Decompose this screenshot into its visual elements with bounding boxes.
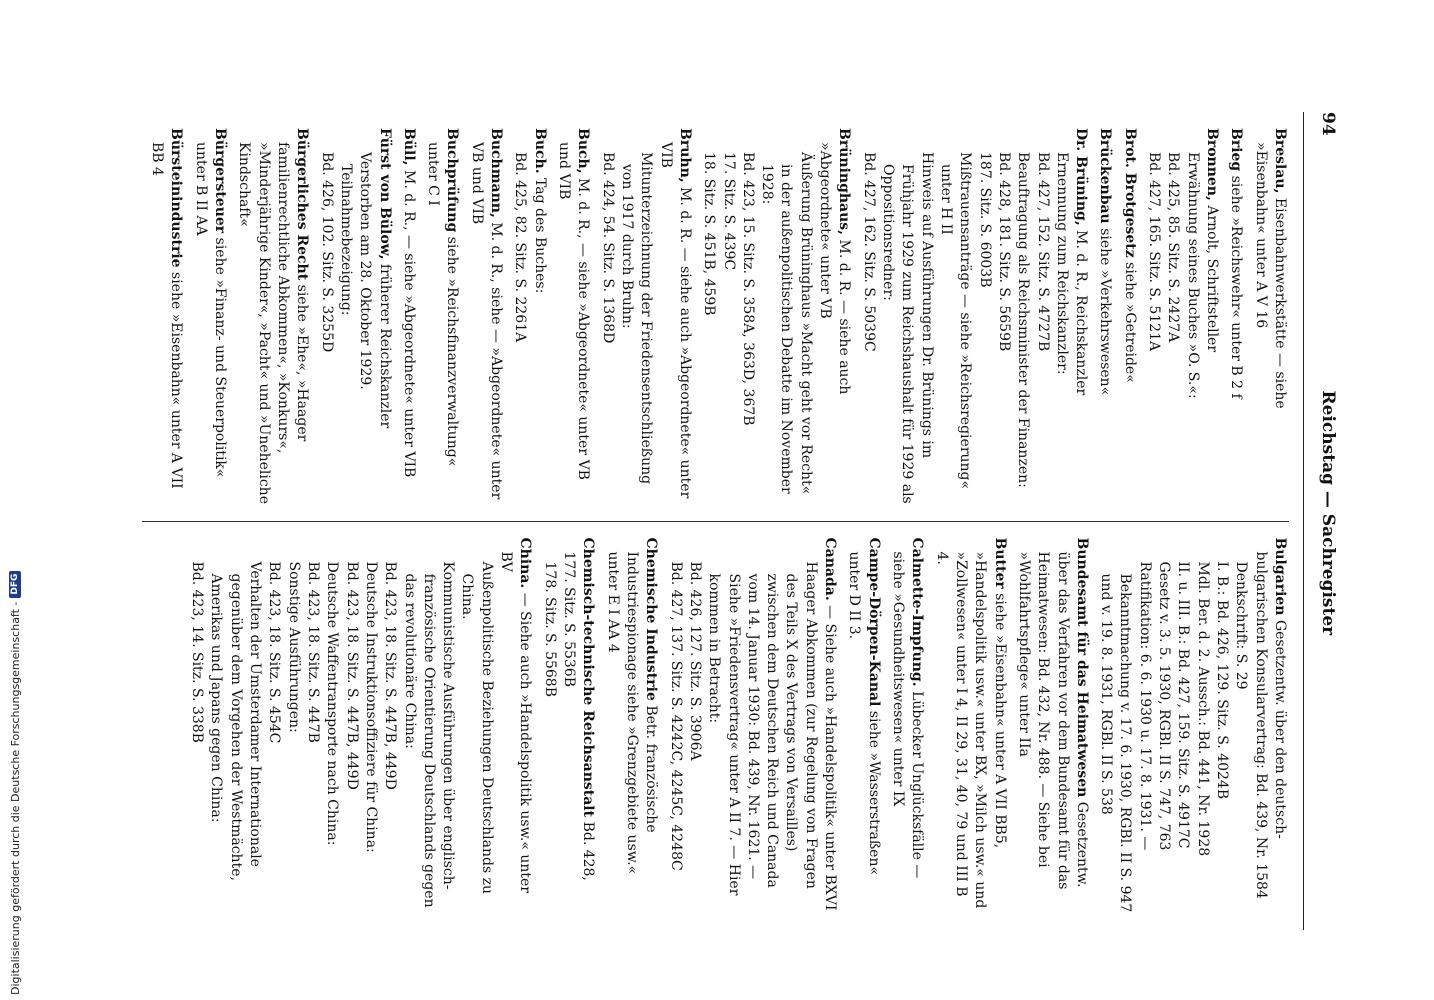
entry-line: siehe »Reichsfinanzverwaltung« unter C I (425, 142, 461, 467)
entry-line: Lübecker Unglücksfälle — siehe »Gesundheitswesen« unter IX (890, 551, 926, 879)
entry-heading: Bronnen, (1204, 128, 1221, 201)
index-entry (602, 538, 660, 915)
index-entry (539, 538, 597, 915)
entry-line: Kommunistische Ausführungen über englisch-französische Orientierung Deutschlands gegen das revolutionäre China: (401, 561, 457, 908)
entry-line: siehe »Ehe«, »Haager familienrechtliche Abkommen«, »Konkurs«, »Minderjährige Kinder«, »Pacht« und »Uneheliche Kindschaft« (236, 142, 311, 504)
entry-line: Bd. 428, 181. Sitz. S. 5659B (995, 152, 1012, 352)
page-number: 94 (1318, 112, 1338, 136)
index-entry (554, 128, 593, 505)
entry-line: Sonstige Ausführungen: (285, 561, 302, 733)
entry-line: früherer Reichskanzler (376, 263, 393, 429)
index-entry (467, 128, 506, 505)
entry-line: Bd. 426, 102. Sitz. S. 3255D (318, 152, 335, 353)
entry-heading: Breslau, (1272, 128, 1288, 194)
entry-line: Bd. 427, 162. Sitz. S. 5039C (860, 152, 877, 352)
entry-line: Bd. 423, 14. Sitz. S. 338B (189, 561, 206, 743)
entry-line: siehe »Finanz- und Steuerpolitik« unter B II AA (192, 142, 229, 478)
entry-heading: Butter (991, 537, 1008, 589)
page-header (1303, 112, 1338, 930)
entry-line: Mißtrauensanträge — siehe »Reichsregierung« unter H II (938, 152, 974, 490)
entry-line: Gesetzentw. über das Verfahren vor dem Bundesamt für das Heimatwesen: Bd. 432, Nr. 488. — Siehe bei »Wohlfahrtspflege« unter IIa (1015, 551, 1090, 890)
entry-heading: Buch. (531, 128, 548, 174)
index-entry (665, 538, 839, 915)
entry-line: M. d. R., — siehe »Abgeordnete« unter VIB (400, 169, 417, 478)
index-entry (1014, 538, 1091, 915)
entry-heading: Bürgerliches Recht (294, 128, 311, 281)
dfg-logo: DFG (9, 571, 21, 598)
entry-heading: Buchprüfung (444, 128, 461, 233)
entry-line: siehe »Eisenbahn« unter A VII BB5, »Handelspolitik usw.« unter BX, »Milch usw.« und »Zollwesen« unter I 4, II 29, 31, 40, 79 und III B 4. (933, 551, 1008, 909)
entry-line: Äußerung Brüninghaus »Macht geht vor Recht« in der außenpolitischen Debatte im November 1928: (759, 152, 814, 495)
entry-heading: Canada. (822, 537, 839, 601)
entry-line: Bd. 423, 18. Sitz. S. 447B, 449D (382, 561, 399, 790)
index-entry (1144, 128, 1221, 505)
entry-line: I. B.: Bd. 426, 129. Sitz. S. 4024B (1214, 561, 1231, 800)
index-entry (1095, 128, 1114, 505)
index-entry (190, 128, 229, 505)
entry-heading: Chemische Industrie (643, 537, 660, 701)
entry-line: Denkschrift: S. 29 (1233, 561, 1250, 690)
entry-line: Deutsche Instruktionsoffiziere für China: (362, 561, 379, 853)
index-entry (931, 538, 1008, 915)
entry-line: M. d. R., Reichskanzler (1073, 230, 1090, 396)
entry-heading: Dr. Brüning, (1073, 128, 1090, 226)
entry-line: Gesetz v. 3. 5. 1930, RGBl. II S. 747, 763 (1156, 561, 1173, 851)
index-columns (142, 112, 1289, 930)
running-title: Reichstag — Sachregister (1318, 390, 1338, 636)
entry-line: 187. Sitz. S. 6003B (976, 152, 993, 288)
index-entry (844, 538, 883, 915)
index-entry (1096, 538, 1289, 915)
entry-line: — Siehe auch »Handelspolitik« unter BXVI (822, 605, 839, 911)
entry-line: Bd. 427, 137. Sitz. S. 4242C, 4245C, 4248C (667, 561, 684, 871)
index-entry (147, 128, 186, 505)
entry-heading: Buch, (575, 128, 592, 174)
index-entry (1226, 128, 1245, 505)
entry-line: Hinweis auf Ausführungen Dr. Brünings im Frühjahr 1929 zum Reichshaushalt für 1929 als Oppositionsredner: (880, 152, 935, 504)
left-column (142, 112, 1289, 521)
entry-line: siehe »Reichswehr« unter B 2 f (1228, 175, 1245, 399)
entry-line: Eisenbahnwerkstätte — siehe »Eisenbahn« unter A V 16 (1252, 142, 1288, 409)
entry-heading: Brückenbau (1097, 128, 1114, 224)
entry-heading: Bruhn, (676, 128, 693, 183)
entry-line: Mitunterzeichnung der Friedensentschließung von 1917 durch Bruhn: (619, 152, 655, 485)
entry-heading: China. (517, 537, 534, 589)
entry-heading: Bürsteinindustrie (168, 128, 185, 268)
entry-line: siehe »Wasserstraßen« unter D II 3. (846, 551, 882, 876)
entry-heading: Buchmann, (488, 128, 505, 218)
entry-heading: Chemisch-technische Reichsanstalt (580, 537, 597, 818)
entry-heading: Calmette-Impfung. (909, 537, 926, 687)
entry-line: 18. Sitz. S. 451B, 459B (701, 152, 718, 316)
entry-heading: Fürst von Bülow, (376, 128, 393, 260)
entry-line: siehe »Eisenbahn« unter A VII BB 4 (149, 142, 185, 489)
entry-line: siehe »Verkehrswesen« (1097, 228, 1114, 396)
entry-line: Deutsche Waffentransporte nach China: (324, 561, 341, 846)
entry-line: 17. Sitz. S. 439C (720, 152, 737, 271)
entry-heading: Campe-Dörpen-Kanal (865, 537, 882, 707)
entry-line: Verhalten der Umsterdamer Internationale gegenüber dem Vorgehen der Westmächte, Amerikas und Japans gegen China: (208, 561, 264, 881)
right-column (142, 521, 1289, 931)
entry-line: M. d. R., siehe — »Abgeordnete« unter VB und VIB (468, 142, 505, 500)
entry-line: Bd. 423, 18. Sitz. S. 454C (266, 561, 283, 744)
entry-line: M. d. R. — siehe auch »Abgeordnete« unter VB (817, 142, 853, 395)
entry-line: Bd. 427, 152. Sitz. S. 4727B (1034, 152, 1051, 352)
entry-line: Erwähnung seines Buches »O. S.«: (1184, 152, 1201, 399)
index-entry (423, 128, 462, 505)
entry-line: Arnolt, Schriftsteller (1204, 205, 1221, 353)
entry-heading: Büll, (400, 128, 417, 166)
entry-heading: Brieg (1228, 128, 1245, 172)
entry-line: Bd. 424, 54. Sitz. S. 1368D (599, 152, 616, 344)
entry-line: Bd. 427, 165. Sitz. S. 5121A (1146, 152, 1163, 352)
entry-heading: Bundesamt für das Heimatwesen (1073, 537, 1090, 798)
entry-line: M. d. R. — siehe auch »Abgeordnete« unter VIB (657, 142, 693, 499)
index-entry (597, 128, 694, 505)
index-entry (888, 538, 927, 915)
index-entry (234, 128, 311, 505)
entry-line: Bd. 423, 18. Sitz. S. 447B, 449D (343, 561, 360, 790)
entry-line: Beauftragung als Reichsminister der Finanzen: (1015, 152, 1032, 488)
entry-line: Ratifikation: 6. 6. 1930 u. 17. 8. 1931. — Bekanntmachung v. 17. 6. 1930, RGBl. II S. 947 und v. 19. 8. 1931, RGBl. II S. 538 (1098, 561, 1153, 913)
index-entry (1120, 128, 1139, 505)
entry-line: Haager Abkommen (zur Regelung von Fragen des Teils X des Vertrags von Versailles) zwischen dem Deutschen Reich und Canada vom 14. Januar 1930: Bd. 439, Nr. 1621. — Siehe »Friedensvertrag« unter A II 7. — Hier kommen in Betracht: (706, 561, 819, 896)
entry-line: Betr. französische Industriespionage siehe »Grenzgebiete usw.« unter E I AA 4 (604, 551, 660, 875)
entry-line: — Siehe auch »Handelspolitik usw.« unter BV (498, 551, 534, 894)
entry-line: Bd. 428, 177. Sitz. S. 5536B (561, 551, 597, 881)
index-entry (699, 128, 854, 505)
entry-line: Bd. 425, 85. Sitz. S. 2427A (1165, 152, 1182, 343)
entry-line: Bd. 423, 15. Sitz. S. 358A, 363D, 367B (739, 152, 756, 426)
entry-line: Bd. 423, 18. Sitz. S. 447B (305, 561, 321, 743)
index-entry (858, 128, 1090, 505)
entry-heading: Bulgarien (1272, 537, 1288, 616)
index-entry (510, 128, 549, 505)
entry-line: Bd. 426, 127. Sitz. S. 3906A (686, 561, 703, 761)
digitization-credit (3, 0, 27, 995)
index-entry (399, 128, 418, 505)
entry-line: Verstorben am 28. Oktober 1929. Teilnahmebezeigung: (337, 152, 374, 390)
entry-line: Außenpolitische Beziehungen Deutschlands zu China. (459, 561, 495, 895)
index-entry (1250, 128, 1289, 505)
entry-line: Tag des Buches: (531, 178, 548, 294)
entry-line: 178. Sitz. S. 5568B (541, 561, 558, 698)
credit-text: Digitalisierung gefördert durch die Deutsche Forschungsgemeinschaft - (8, 601, 22, 995)
index-entry (316, 128, 393, 505)
index-entry (187, 538, 535, 915)
entry-heading: Brüninghaus, (836, 128, 853, 236)
entry-line: II. u. III. B.: Bd. 427, 159. Sitz. S. 4917C (1175, 561, 1192, 849)
entry-heading: Brot. Brotgesetz (1121, 128, 1138, 258)
entry-heading: Bürgersteuer (212, 128, 229, 234)
entry-line: Mdl. Ber. d. 2. Aussch.: Bd. 441, Nr. 1928 (1194, 561, 1211, 857)
entry-line: Gesetzentw. über den deutsch-bulgarischen Konsularvertrag: Bd. 439, Nr. 1584 (1252, 551, 1288, 899)
entry-line: Bd. 425, 82. Sitz. S. 2261A (512, 152, 529, 343)
entry-line: siehe »Getreide« (1121, 262, 1138, 383)
entry-line: Ernennung zum Reichskanzler: (1053, 152, 1070, 375)
entry-line: M. d. R., — siehe »Abgeordnete« unter VB und VIB (556, 142, 592, 480)
